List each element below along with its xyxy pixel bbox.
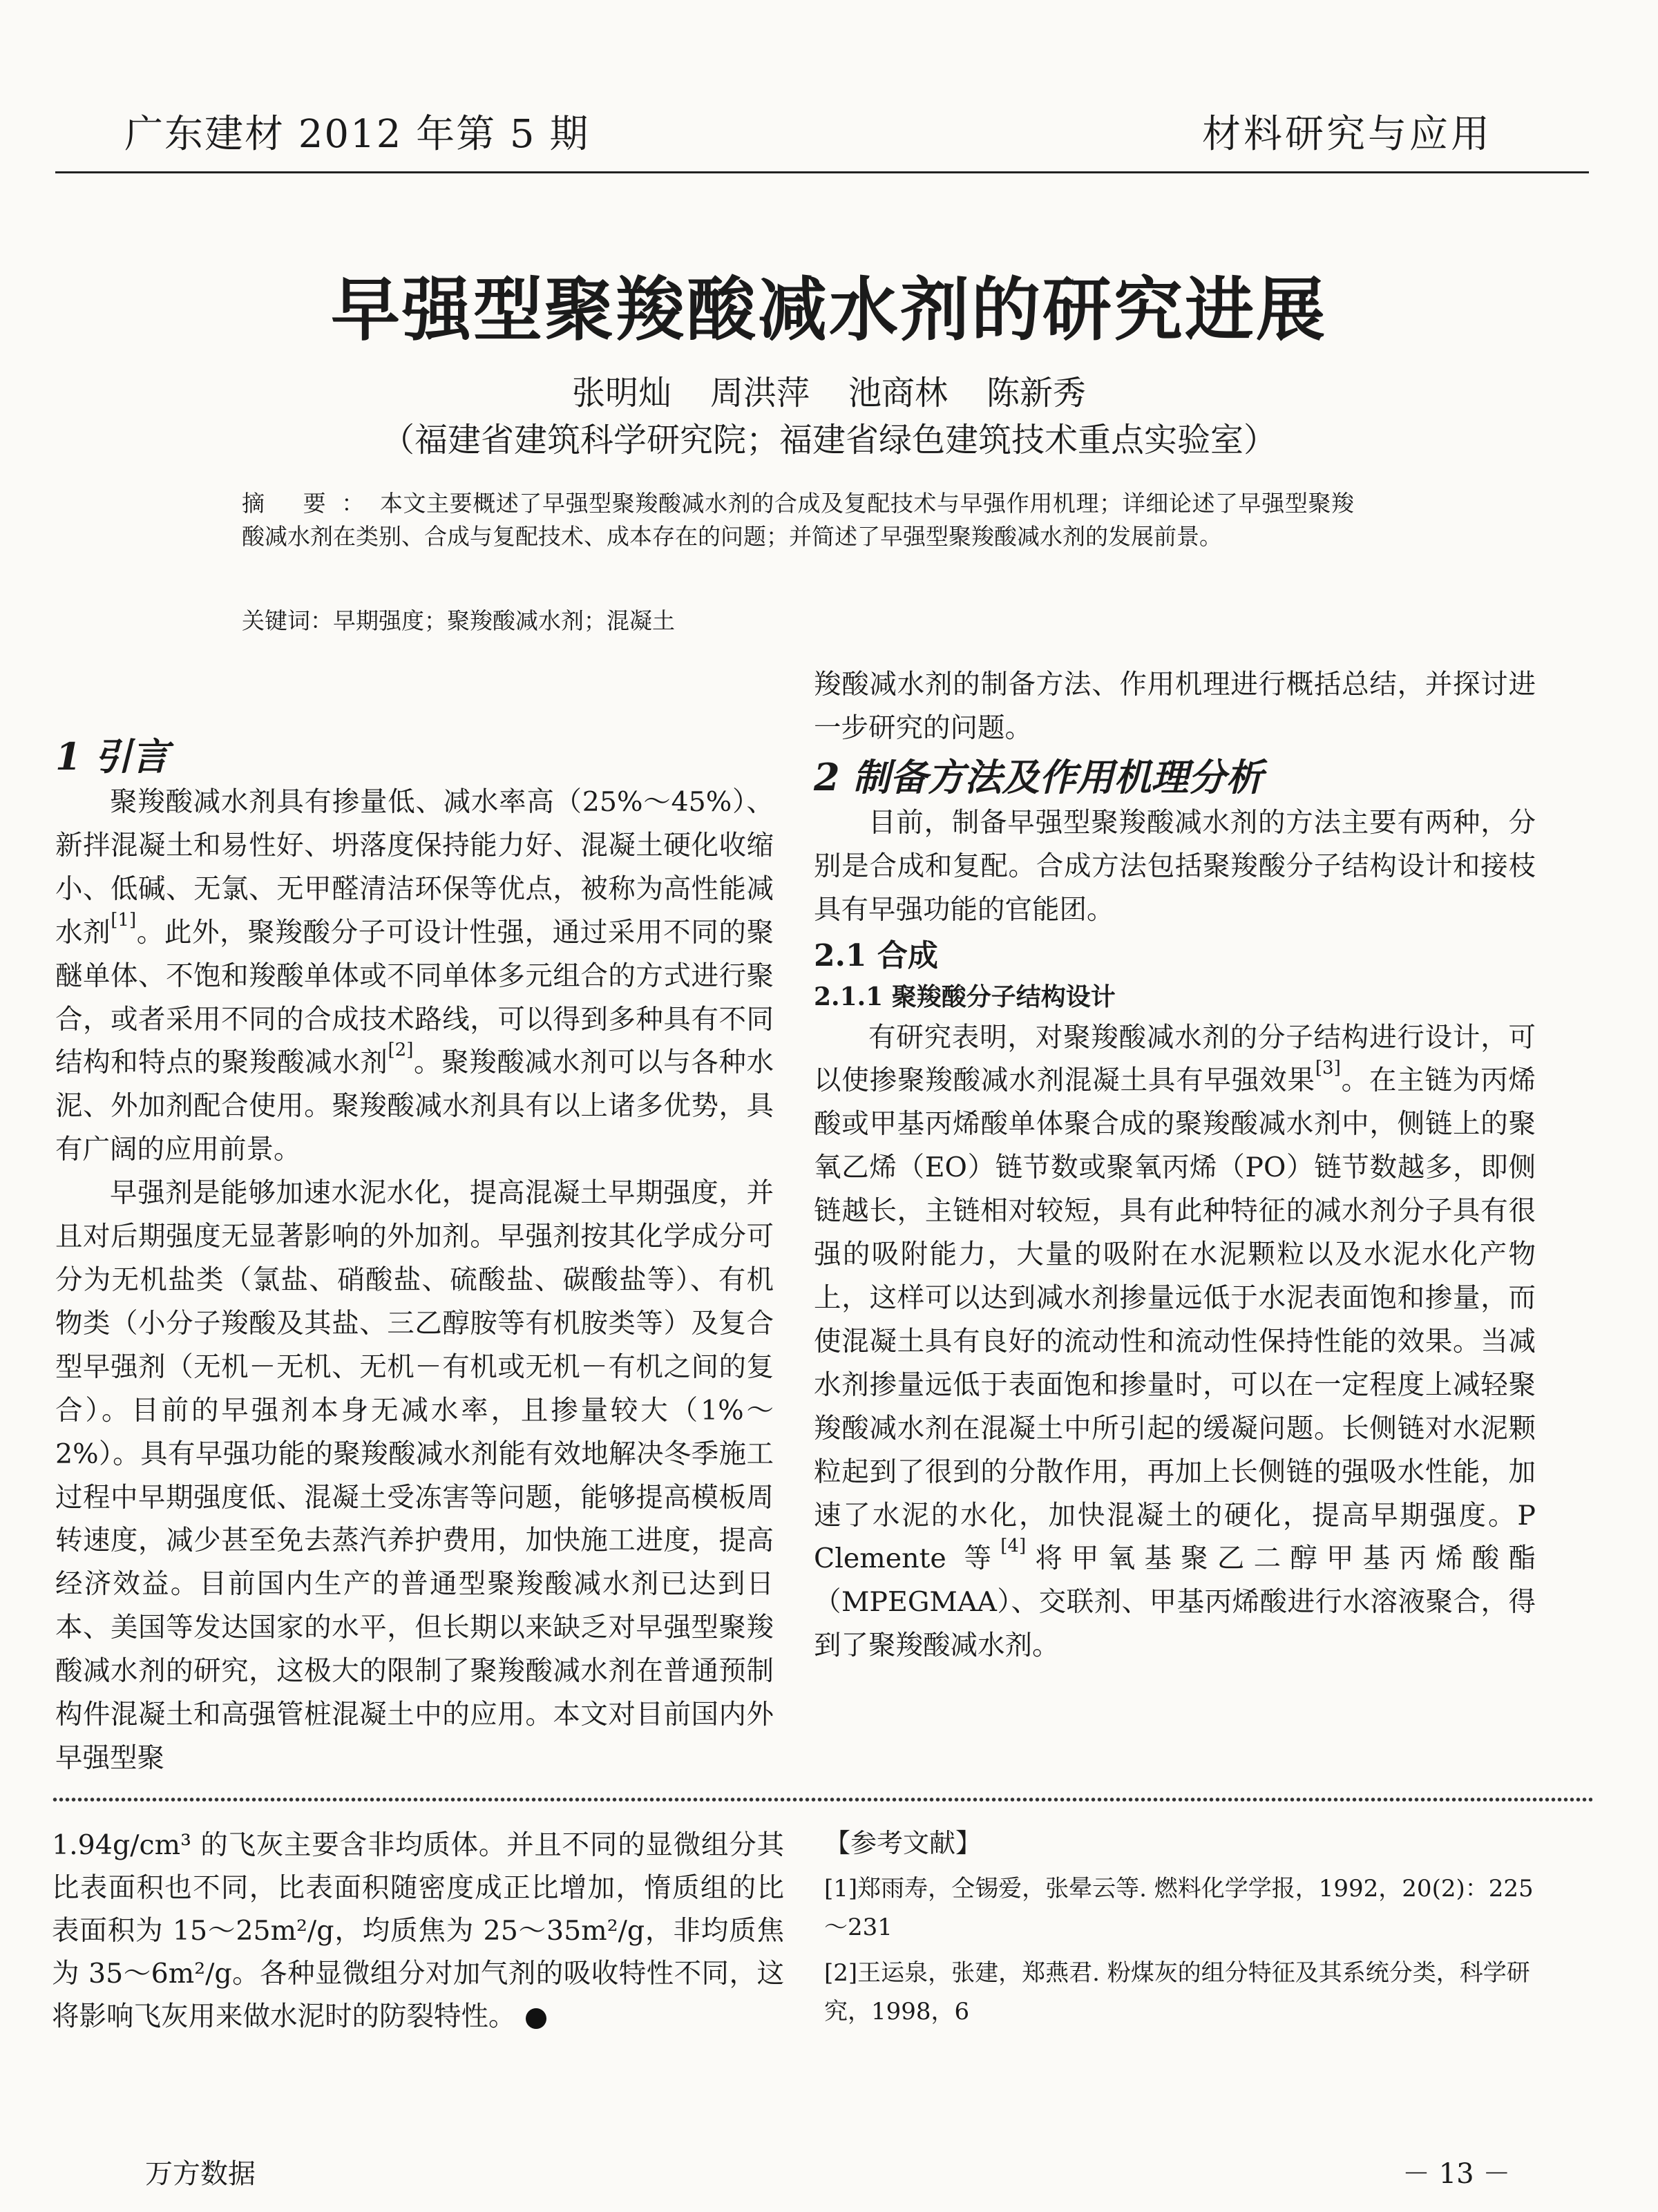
author-list [0, 366, 1658, 414]
keywords [242, 604, 1354, 638]
paragraph: 早强剂是能够加速水泥水化，提高混凝土早期强度，并且对后期强度无显著影响的外加剂。早强剂按其化学成分可分为无机盐类（氯盐、硝酸盐、硫酸盐、碳酸盐等）、有机物类（小分子羧酸及其盐、三乙醇胺等有机胺类等）及复合型早强剂（无机－无机、无机－有机或无机－有机之间的复合）。目前的早强剂本身无减水率，且掺量较大（1%～2%）。具有早强功能的聚羧酸减水剂能有效地解决冬季施工过程中早期强度低、混凝土受冻害等问题，能够提高模板周转速度，减少甚至免去蒸汽养护费用，加快施工进度，提高经济效益。目前国内生产的普通型聚羧酸减水剂已达到日本、美国等发达国家的水平，但长期以来缺乏对早强型聚羧酸减水剂的研究，这极大的限制了聚羧酸减水剂在普通预制构件混凝土和高强管桩混凝土中的应用。本文对目前国内外早强型聚 [55, 1177, 774, 1774]
page-number: － 13 － [1402, 2158, 1511, 2190]
left-column [55, 732, 774, 1780]
author-name: 张明灿 [571, 374, 671, 412]
references [824, 1824, 1546, 2031]
reference-item: [2]王运泉，张建，郑燕君. 粉煤灰的组分特征及其系统分类，科学研究，1998，6 [824, 1959, 1530, 2025]
references-heading: 【参考文献】 [824, 1828, 982, 1858]
subsection-heading: 2.1 合成 [814, 937, 938, 973]
abstract-label: 摘 要： [242, 490, 380, 517]
paragraph: 羧酸减水剂的制备方法、作用机理进行概括总结，并探讨进一步研究的问题。 [814, 669, 1536, 744]
section-heading: 2 制备方法及作用机理分析 [814, 754, 1264, 799]
section-divider [52, 1795, 1592, 1804]
citation: [4] [1000, 1536, 1027, 1557]
paragraph-text: 。此外，聚羧酸分子可设计性强，通过采用不同的聚醚单体、不饱和羧酸单体或不同单体多元组合的方式进行聚合，或者采用不同的合成技术路线，可以得到多种具有不同结构和特点的聚羧酸减水剂 [55, 916, 774, 1079]
abstract-text: 本文主要概述了早强型聚羧酸减水剂的合成及复配技术与早强作用机理；详细论述了早强型聚羧酸减水剂在类别、合成与复配技术、成本存在的问题；并简述了早强型聚羧酸减水剂的发展前景。 [242, 490, 1355, 550]
paragraph-text: 1.94g/cm³ 的飞灰主要含非均质体。并且不同的显微组分其比表面积也不同，比表面积随密度成正比增加，惰质组的比表面积为 15～25m²/g，均质焦为 25～35m²/g，非均质焦为 35～6m²/g。各种显微组分对加气剂的吸收特性不同，这将影响飞灰用来做水泥时的防裂特性。 [52, 1829, 784, 2032]
end-mark-icon [526, 2008, 546, 2029]
keywords-text: 早期强度；聚羧酸减水剂；混凝土 [333, 607, 675, 634]
paragraph [814, 1016, 1536, 1668]
citation: [2] [388, 1040, 414, 1061]
affiliation: （福建省建筑科学研究院；福建省绿色建筑技术重点实验室） [381, 421, 1277, 459]
journal-issue: 广东建材 2012 年第 5 期 [124, 112, 590, 157]
citation: [3] [1315, 1058, 1341, 1079]
citation: [1] [111, 909, 137, 931]
reference-item: [1]郑雨寿，仝锡爱，张晕云等. 燃料化学学报，1992，20(2)：225～231 [824, 1875, 1534, 1941]
header-rule [55, 171, 1589, 173]
abstract [242, 487, 1354, 553]
author-name: 陈新秀 [987, 374, 1087, 412]
paragraph-text: 聚羧酸减水剂具有掺量低、减水率高（25%～45%）、新拌混凝土和易性好、坍落度保持能力好、混凝土硬化收缩小、低碱、无氯、无甲醛清洁环保等优点，被称为高性能减水剂 [55, 786, 774, 948]
keywords-label: 关键词： [242, 607, 333, 634]
paragraph: 目前，制备早强型聚羧酸减水剂的方法主要有两种，分别是合成和复配。合成方法包括聚羧酸分子结构设计和接枝具有早强功能的官能团。 [814, 806, 1536, 926]
section-label: 材料研究与应用 [1202, 112, 1492, 157]
paragraph [55, 781, 774, 1172]
author-name: 周洪萍 [709, 374, 810, 412]
paragraph-text: 。在主链为丙烯酸或甲基丙烯酸单体聚合成的聚羧酸减水剂中，侧链上的聚氧乙烯（EO）链节数或聚氧丙烯（PO）链节数越多，即侧链越长，主链相对较短，具有此种特征的减水剂分子具有很强的吸附能力，大量的吸附在水泥颗粒以及水泥水化产物上，这样可以达到减水剂掺量远低于水泥表面饱和掺量，而使混凝土具有良好的流动性和流动性保持性能的效果。当减水剂掺量远低于表面饱和掺量时，可以在一定程度上减轻聚羧酸减水剂在混凝土中所引起的缓凝问题。长侧链对水泥颗粒起到了很到的分散作用，再加上长侧链的强吸水性能，加速了水泥的水化，加快混凝土的硬化，提高早期强度。P Clemente 等 [814, 1065, 1536, 1575]
right-column [814, 663, 1536, 1668]
continued-text [52, 1824, 784, 2038]
watermark: 万方数据 [145, 2158, 256, 2190]
paragraph-text: 。聚羧酸减水剂可以与各种水泥、外加剂配合使用。聚羧酸减水剂具有以上诸多优势，具有广阔的应用前景。 [55, 1047, 774, 1166]
paragraph-text: 将甲氧基聚乙二醇甲基丙烯酸酯（MPEGMAA）、交联剂、甲基丙烯酸进行水溶液聚合，得到了聚羧酸减水剂。 [814, 1543, 1536, 1662]
subsubsection-heading: 2.1.1 聚羧酸分子结构设计 [814, 982, 1116, 1011]
article-title: 早强型聚羧酸减水剂的研究进展 [331, 269, 1327, 350]
section-heading: 1 引言 [55, 734, 169, 779]
paragraph-text: 有研究表明，对聚羧酸减水剂的分子结构进行设计，可以使掺聚羧酸减水剂混凝土具有早强效果 [814, 1021, 1536, 1097]
author-name: 池商林 [848, 374, 949, 412]
